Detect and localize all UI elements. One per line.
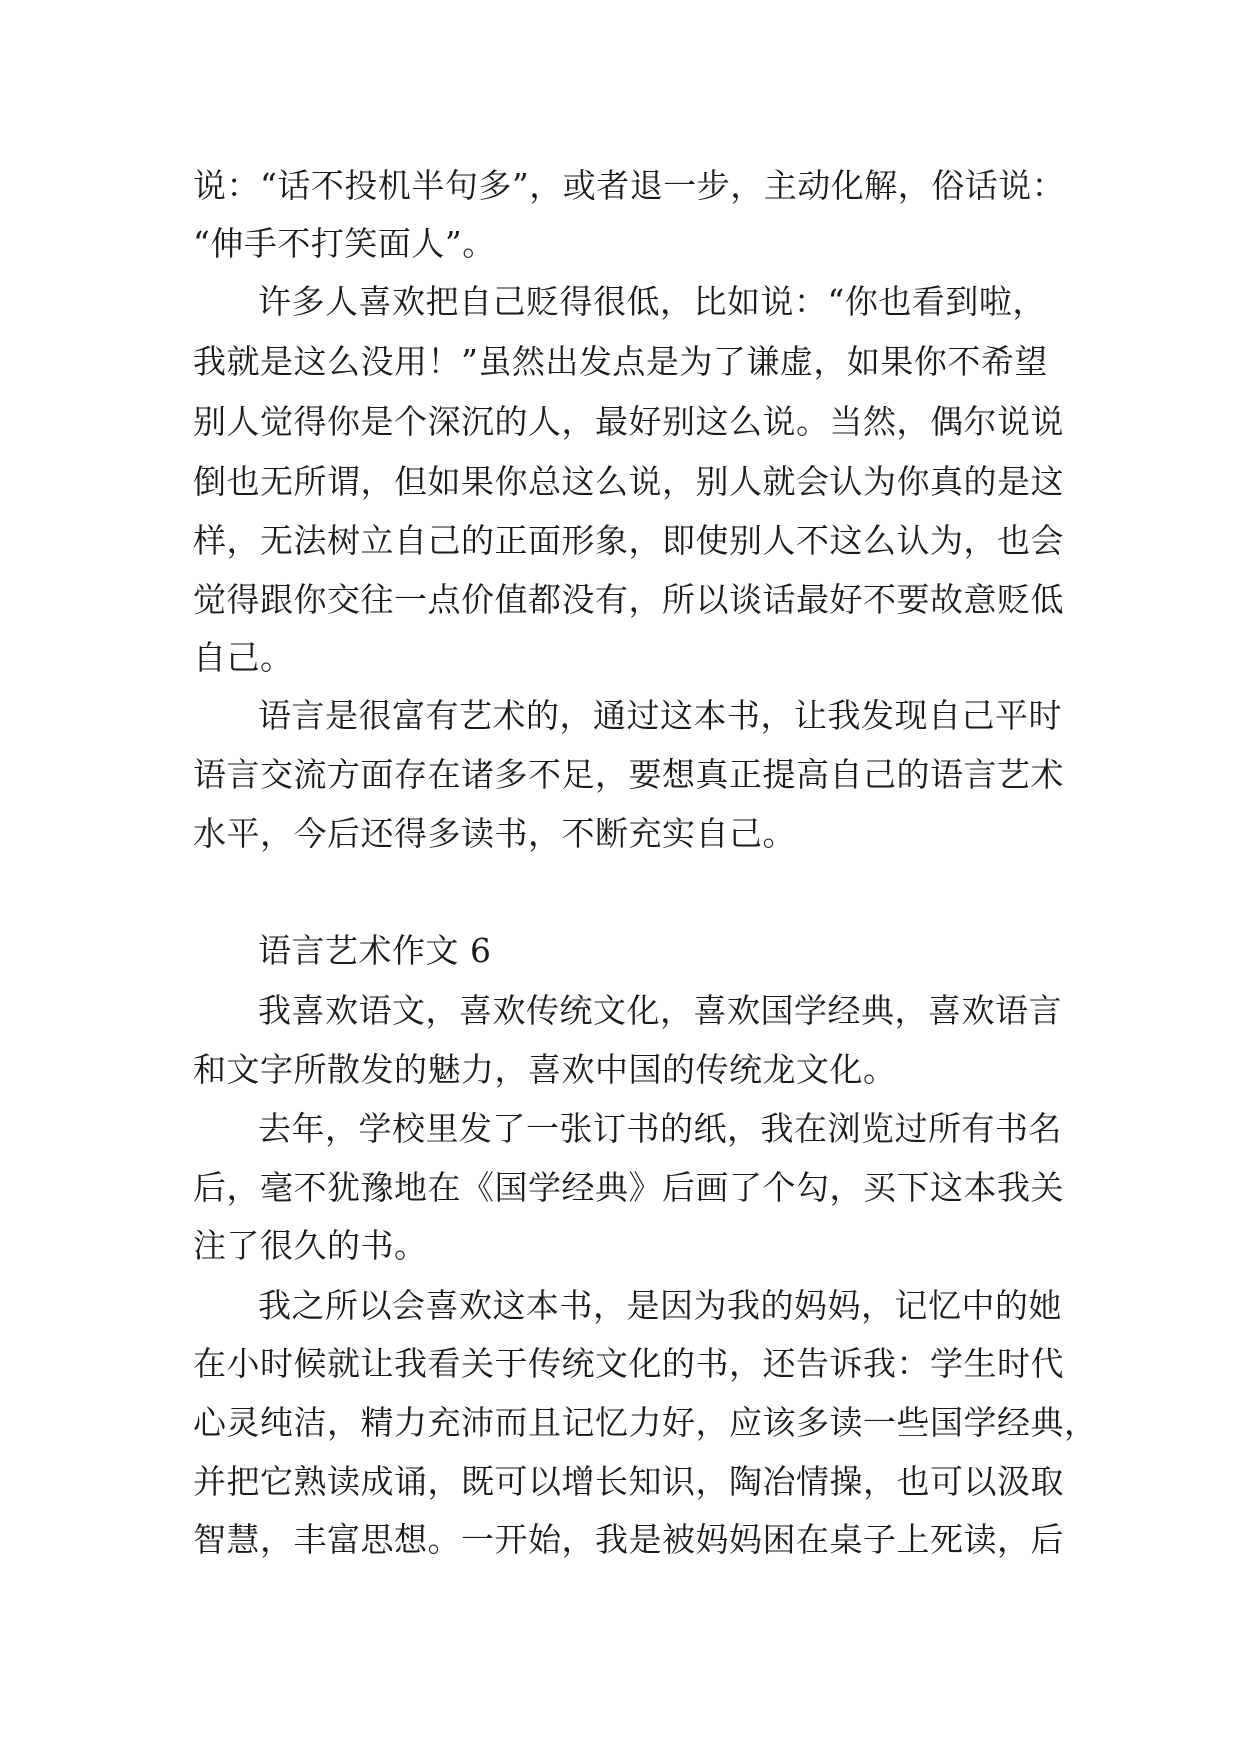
paragraph-line: 语言交流方面存在诸多不足，要想真正提高自己的语言艺术 (193, 755, 1064, 794)
paragraph-line: 水平，今后还得多读书，不断充实自己。 (193, 814, 796, 853)
paragraph-line: 智慧，丰富思想。一开始，我是被妈妈困在桌子上死读，后 (193, 1520, 1064, 1559)
paragraph-line: 和文字所散发的魅力，喜欢中国的传统龙文化。 (193, 1050, 897, 1089)
paragraph-line: 我就是这么没用！”虽然出发点是为了谦虚，如果你不希望 (193, 342, 1048, 381)
paragraph-line: 别人觉得你是个深沉的人，最好别这么说。当然，偶尔说说 (193, 402, 1064, 441)
paragraph-line: 样，无法树立自己的正面形象，即使别人不这么认为，也会 (193, 521, 1064, 560)
paragraph-line: 语言是很富有艺术的，通过这本书，让我发现自己平时 (258, 696, 1062, 735)
paragraph-line: 心灵纯洁，精力充沛而且记忆力好，应该多读一些国学经典， (193, 1403, 1098, 1442)
paragraph-line: 说：“话不投机半句多”，或者退一步，主动化解，俗话说： (193, 166, 1066, 205)
paragraph-line: 许多人喜欢把自己贬得很低，比如说：“你也看到啦， (258, 282, 1046, 321)
paragraph-line: 注了很久的书。 (193, 1226, 428, 1265)
paragraph-line: 倒也无所谓，但如果你总这么说，别人就会认为你真的是这 (193, 462, 1064, 501)
paragraph-line: 并把它熟读成诵，既可以增长知识，陶冶情操，也可以汲取 (193, 1462, 1064, 1501)
section-title: 语言艺术作文 6 (258, 931, 492, 970)
paragraph-line: 后，毫不犹豫地在《国学经典》后画了个勾，买下这本我关 (193, 1168, 1064, 1207)
paragraph-line: 我喜欢语文，喜欢传统文化，喜欢国学经典，喜欢语言 (258, 991, 1062, 1030)
paragraph-line: 在小时候就让我看关于传统文化的书，还告诉我：学生时代 (193, 1344, 1064, 1383)
paragraph-line: 去年，学校里发了一张订书的纸，我在浏览过所有书名 (258, 1109, 1062, 1148)
paragraph-line: “伸手不打笑面人”。 (193, 224, 496, 263)
paragraph-line: 自己。 (193, 638, 294, 677)
paragraph-line: 我之所以会喜欢这本书，是因为我的妈妈，记忆中的她 (258, 1286, 1062, 1325)
paragraph-line: 觉得跟你交往一点价值都没有，所以谈话最好不要故意贬低 (193, 580, 1064, 619)
